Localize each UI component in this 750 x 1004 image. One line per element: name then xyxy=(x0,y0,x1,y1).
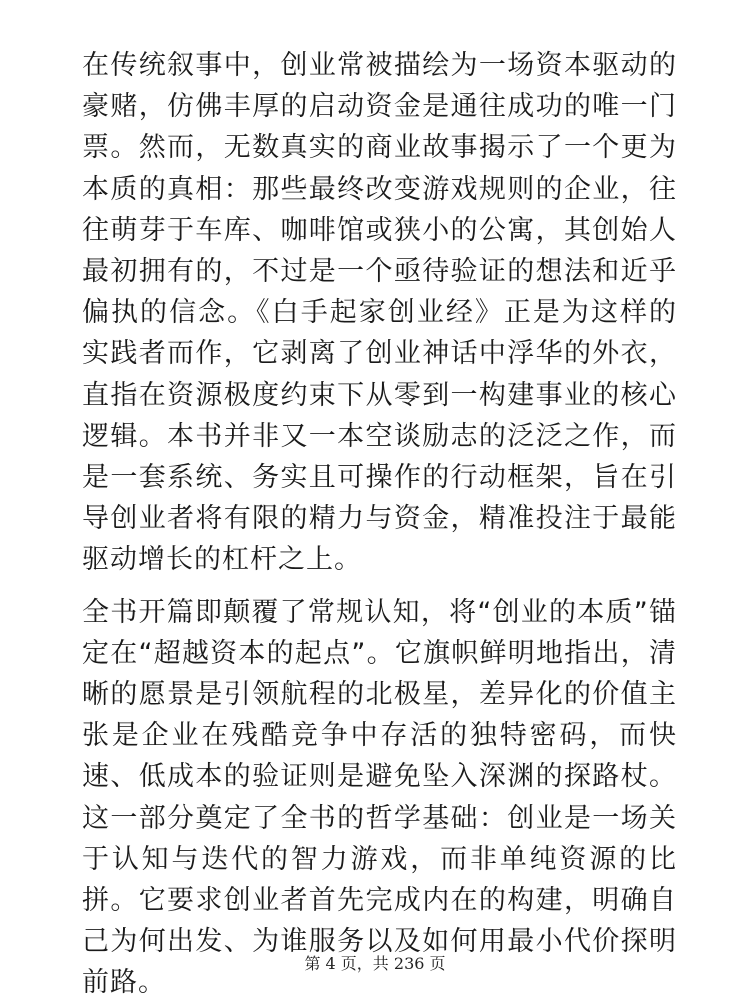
paragraph-1: 在传统叙事中，创业常被描绘为一场资本驱动的豪赌，仿佛丰厚的启动资金是通往成功的唯一门票。然而，无数真实的商业故事揭示了一个更为本质的真相：那些最终改变游戏规则的企业，往往萌芽于车库、咖啡馆或狭小的公寓，其创始人最初拥有的，不过是一个亟待验证的想法和近乎偏执的信念。《白手起家创业经》正是为这样的实践者而作，它剥离了创业神话中浮华的外衣，直指在资源极度约束下从零到一构建事业的核心逻辑。本书并非又一本空谈励志的泛泛之作，而是一套系统、务实且可操作的行动框架，旨在引导创业者将有限的精力与资金，精准投注于最能驱动增长的杠杆之上。 xyxy=(82,50,677,576)
body-text xyxy=(82,45,677,1004)
page-number: 第 4 页，共 236 页 xyxy=(304,954,446,973)
paragraph-2: 全书开篇即颠覆了常规认知，将“创业的本质”锚定在“超越资本的起点”。它旗帜鲜明地指出，清晰的愿景是引领航程的北极星，差异化的价值主张是企业在残酷竞争中存活的独特密码，而快速、低成本的验证则是避免坠入深渊的探路杖。这一部分奠定了全书的哲学基础：创业是一场关于认知与迭代的智力游戏，而非单纯资源的比拼。它要求创业者首先完成内在的构建，明确自己为何出发、为谁服务以及如何用最小代价探明前路。 xyxy=(82,596,677,999)
